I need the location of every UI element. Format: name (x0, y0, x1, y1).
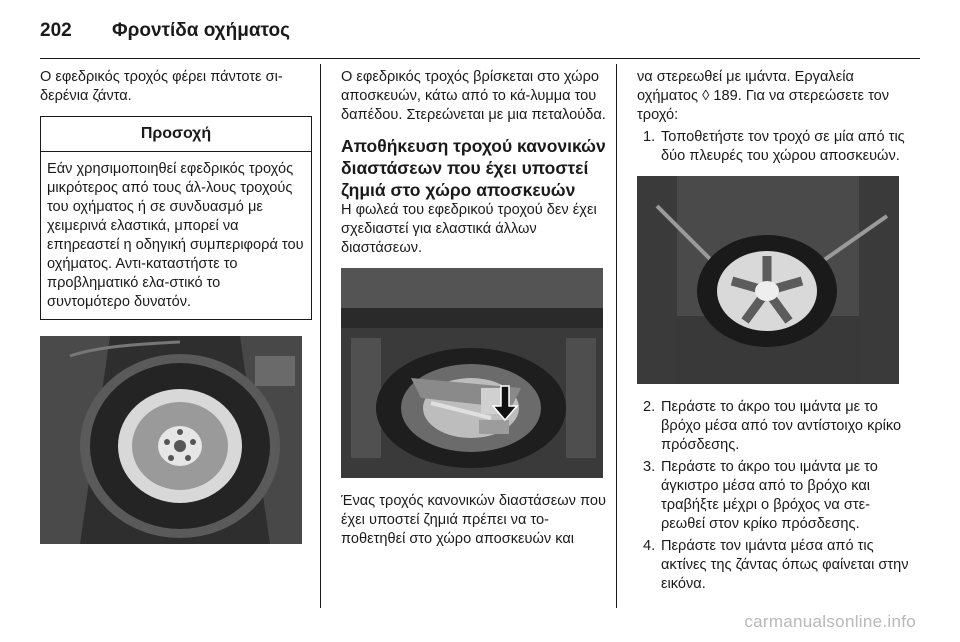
step-number: 2. (643, 399, 656, 415)
caution-text: Εάν χρησιμοποιηθεί εφεδρικός τροχός μικρότερος από τους άλ-λους τροχούς του οχήματος ή σε συνδυασμό με χειμερινά ελαστικά, μπορεί να επηρεαστεί η οδηγική συμπεριφορά του οχήματος. Αντι-καταστήστε το προβληματικό ελα-στικό το συντομότερο δυνατόν. (47, 161, 304, 310)
steps-list-1 (637, 128, 909, 166)
step-text: Περάστε τον ιμάντα μέσα από τις ακτίνες της ζάντας όπως φαίνεται στην εικόνα. (661, 538, 909, 592)
step-text: Περάστε το άκρο του ιμάντα με το άγκιστρο μέσα από το βρόχο και τραβήξτε μέχρι ο βρόχος να στε-ρεωθεί στον κρίκο πρόσδεσης. (661, 459, 878, 532)
step-text: Περάστε το άκρο του ιμάντα με το βρόχο μέσα από τον αντίστοιχο κρίκο πρόσδεσης. (661, 399, 902, 453)
spare-wheel-location-text: Ο εφεδρικός τροχός βρίσκεται στο χώρο αποσκευών, κάτω από το κά-λυμμα του δαπέδου. Στερεώνεται με μια πεταλούδα. (341, 69, 606, 123)
chapter-title: Φροντίδα οχήματος (112, 20, 290, 41)
section-heading-text: Η φωλεά του εφεδρικού τροχού δεν έχει σχεδιαστεί για ελαστικά άλλων διαστάσεων. (341, 202, 597, 256)
step-text: Τοποθετήστε τον τροχό σε μία από τις δύο πλευρές του χώρου αποσκευών. (661, 129, 905, 164)
column-divider-1 (320, 64, 321, 608)
after-image-text: Ένας τροχός κανονικών διαστάσεων που έχει υποστεί ζημιά πρέπει να το-ποθετηθεί στο χώρο αποσκευών και (341, 493, 606, 547)
step-item (637, 128, 909, 166)
wheel-storage-illustration (341, 268, 603, 478)
page-header (40, 10, 920, 46)
steps-list-2 (637, 398, 909, 594)
page-number: 202 (40, 20, 72, 41)
strap-instructions-intro: να στερεωθεί με ιμάντα. Εργαλεία οχήματος ◊ 189. Για να στερεώσετε τον τροχό: (637, 69, 890, 123)
step-item (637, 398, 909, 455)
header-rule (40, 58, 920, 59)
step-number: 1. (643, 129, 656, 145)
watermark: carmanualsonline.info (744, 612, 916, 631)
wheel-strapped-illustration (637, 176, 899, 384)
step-item (637, 458, 909, 534)
column-2 (341, 68, 613, 549)
caution-box (40, 116, 312, 320)
column-1 (40, 68, 312, 544)
step-number: 3. (643, 459, 656, 475)
spare-wheel-intro: Ο εφεδρικός τροχός φέρει πάντοτε σι-δερένια ζάντα. (40, 69, 283, 104)
step-number: 4. (643, 538, 656, 554)
section-heading: Αποθήκευση τροχού κανονικών διαστάσεων που έχει υποστεί ζημιά στο χώρο αποσκευών (341, 136, 606, 200)
spare-wheel-well-illustration (40, 336, 302, 544)
column-divider-2 (616, 64, 617, 608)
caution-title: Προσοχή (41, 117, 311, 152)
step-item (637, 537, 909, 594)
column-3 (637, 68, 909, 594)
